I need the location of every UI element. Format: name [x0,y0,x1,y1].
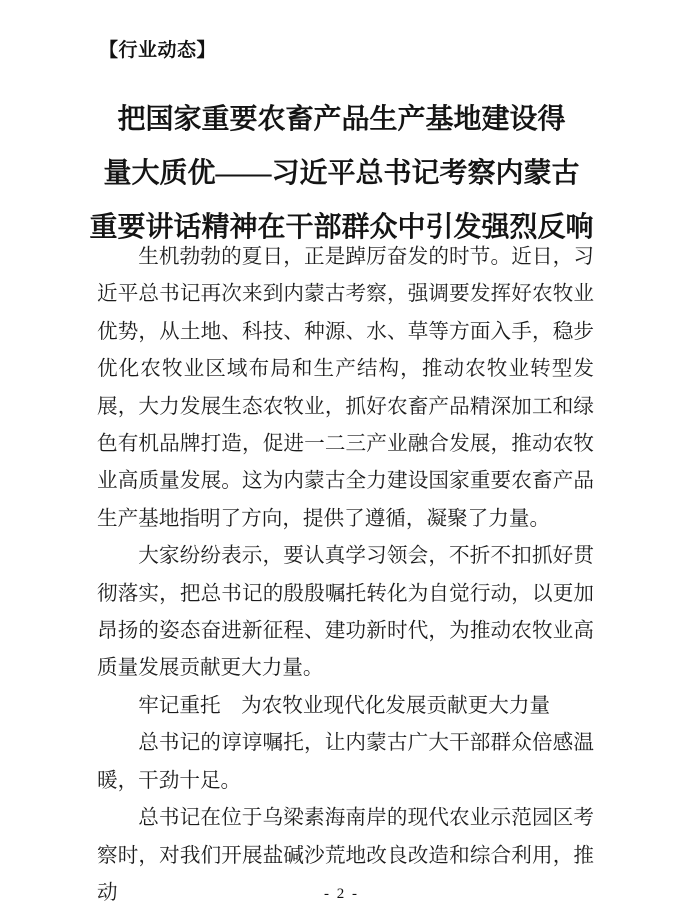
paragraph-response: 大家纷纷表示，要认真学习领会，不折不扣抓好贯彻落实，把总书记的殷殷嘱托转化为自觉行动，以更加昂扬的姿态奋进新征程、建功新时代，为推动农牧业高质量发展贡献更大力量。 [97,545,594,680]
page-number: - 2 - [324,886,359,902]
article-title-line-3: 重要讲话精神在干部群众中引发强烈反响 [89,211,594,243]
article-title-line-2: 量大质优——习近平总书记考察内蒙古 [103,157,580,189]
paragraph-encouragement: 总书记的谆谆嘱托，让内蒙古广大干部群众倍感温暖，干劲十足。 [97,732,594,792]
article-title-line-1: 把国家重要农畜产品生产基地建设得 [117,103,566,135]
paragraph-intro: 生机勃勃的夏日，正是踔厉奋发的时节。近日，习近平总书记再次来到内蒙古考察，强调要发挥好农牧业优势，从土地、科技、种源、水、草等方面入手，稳步优化农牧业区域布局和生产结构，推动农牧业转型发展，大力发展生态农牧业，抓好农畜产品精深加工和绿色有机品牌打造，促进一二三产业融合发展，推动农牧业高质量发展。这为内蒙古全力建设国家重要农畜产品生产基地指明了方向，提供了遵循，凝聚了力量。 [97,246,594,530]
paragraph-inspection: 总书记在位于乌梁素海南岸的现代农业示范园区考察时，对我们开展盐碱沙荒地改良改造和综合利用，推动 [97,807,594,904]
article-body [97,239,594,912]
paragraph-subheading: 牢记重托 为农牧业现代化发展贡献更大力量 [138,694,551,717]
section-label: 【行业动态】 [99,40,217,61]
article-title [0,93,683,255]
